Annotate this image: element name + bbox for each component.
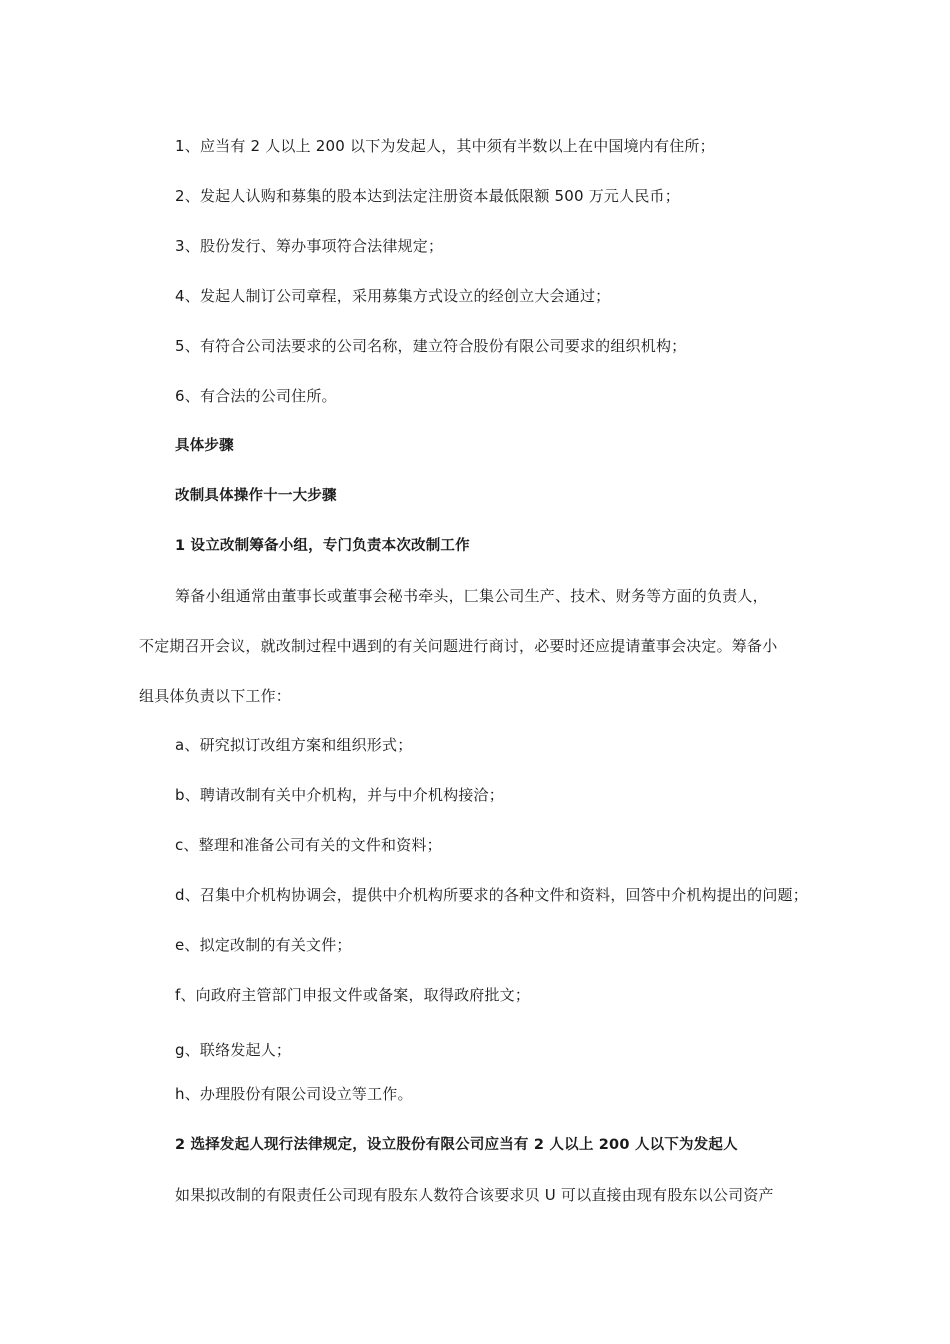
condition-item: 5、有符合公司法要求的公司名称，建立符合股份有限公司要求的组织机构； xyxy=(175,337,687,355)
task-item: c、整理和准备公司有关的文件和资料； xyxy=(175,836,442,854)
paragraph-line: 筹备小组通常由董事长或董事会秘书牵头，匚集公司生产、技术、财务等方面的负责人， xyxy=(175,587,768,605)
section-heading: 具体步骤 xyxy=(175,438,234,454)
condition-item: 2、发起人认购和募集的股本达到法定注册资本最低限额 500 万元人民币； xyxy=(175,187,680,205)
task-item: e、拟定改制的有关文件； xyxy=(175,936,352,954)
step-heading: 2 选择发起人现行法律规定，设立股份有限公司应当有 2 人以上 200 人以下为发起人 xyxy=(175,1137,738,1153)
task-item: f、向政府主管部门申报文件或备案，取得政府批文； xyxy=(175,986,531,1004)
paragraph-line: 如果拟改制的有限责任公司现有股东人数符合该要求贝 U 可以直接由现有股东以公司资产 xyxy=(175,1186,774,1204)
task-item: b、聘请改制有关中介机构，并与中介机构接洽； xyxy=(175,786,504,804)
condition-item: 3、股份发行、筹办事项符合法律规定； xyxy=(175,237,444,255)
task-item: h、办理股份有限公司设立等工作。 xyxy=(175,1085,413,1103)
condition-item: 1、应当有 2 人以上 200 以下为发起人，其中须有半数以上在中国境内有住所； xyxy=(175,137,715,155)
task-item: g、联络发起人； xyxy=(175,1041,292,1059)
section-heading: 改制具体操作十一大步骤 xyxy=(175,488,337,504)
step-heading: 1 设立改制筹备小组，专门负责本次改制工作 xyxy=(175,538,470,554)
task-item: a、研究拟订改组方案和组织形式； xyxy=(175,736,413,754)
task-item: d、召集中介机构协调会，提供中介机构所要求的各种文件和资料，回答中介机构提出的问题； xyxy=(175,886,808,904)
condition-item: 6、有合法的公司住所。 xyxy=(175,387,337,405)
paragraph-line: 不定期召开会议，就改制过程中遇到的有关问题进行商讨，必要时还应提请董事会决定。筹备小 xyxy=(139,637,778,655)
paragraph-line: 组具体负责以下工作： xyxy=(139,687,292,705)
condition-item: 4、发起人制订公司章程，采用募集方式设立的经创立大会通过； xyxy=(175,287,611,305)
